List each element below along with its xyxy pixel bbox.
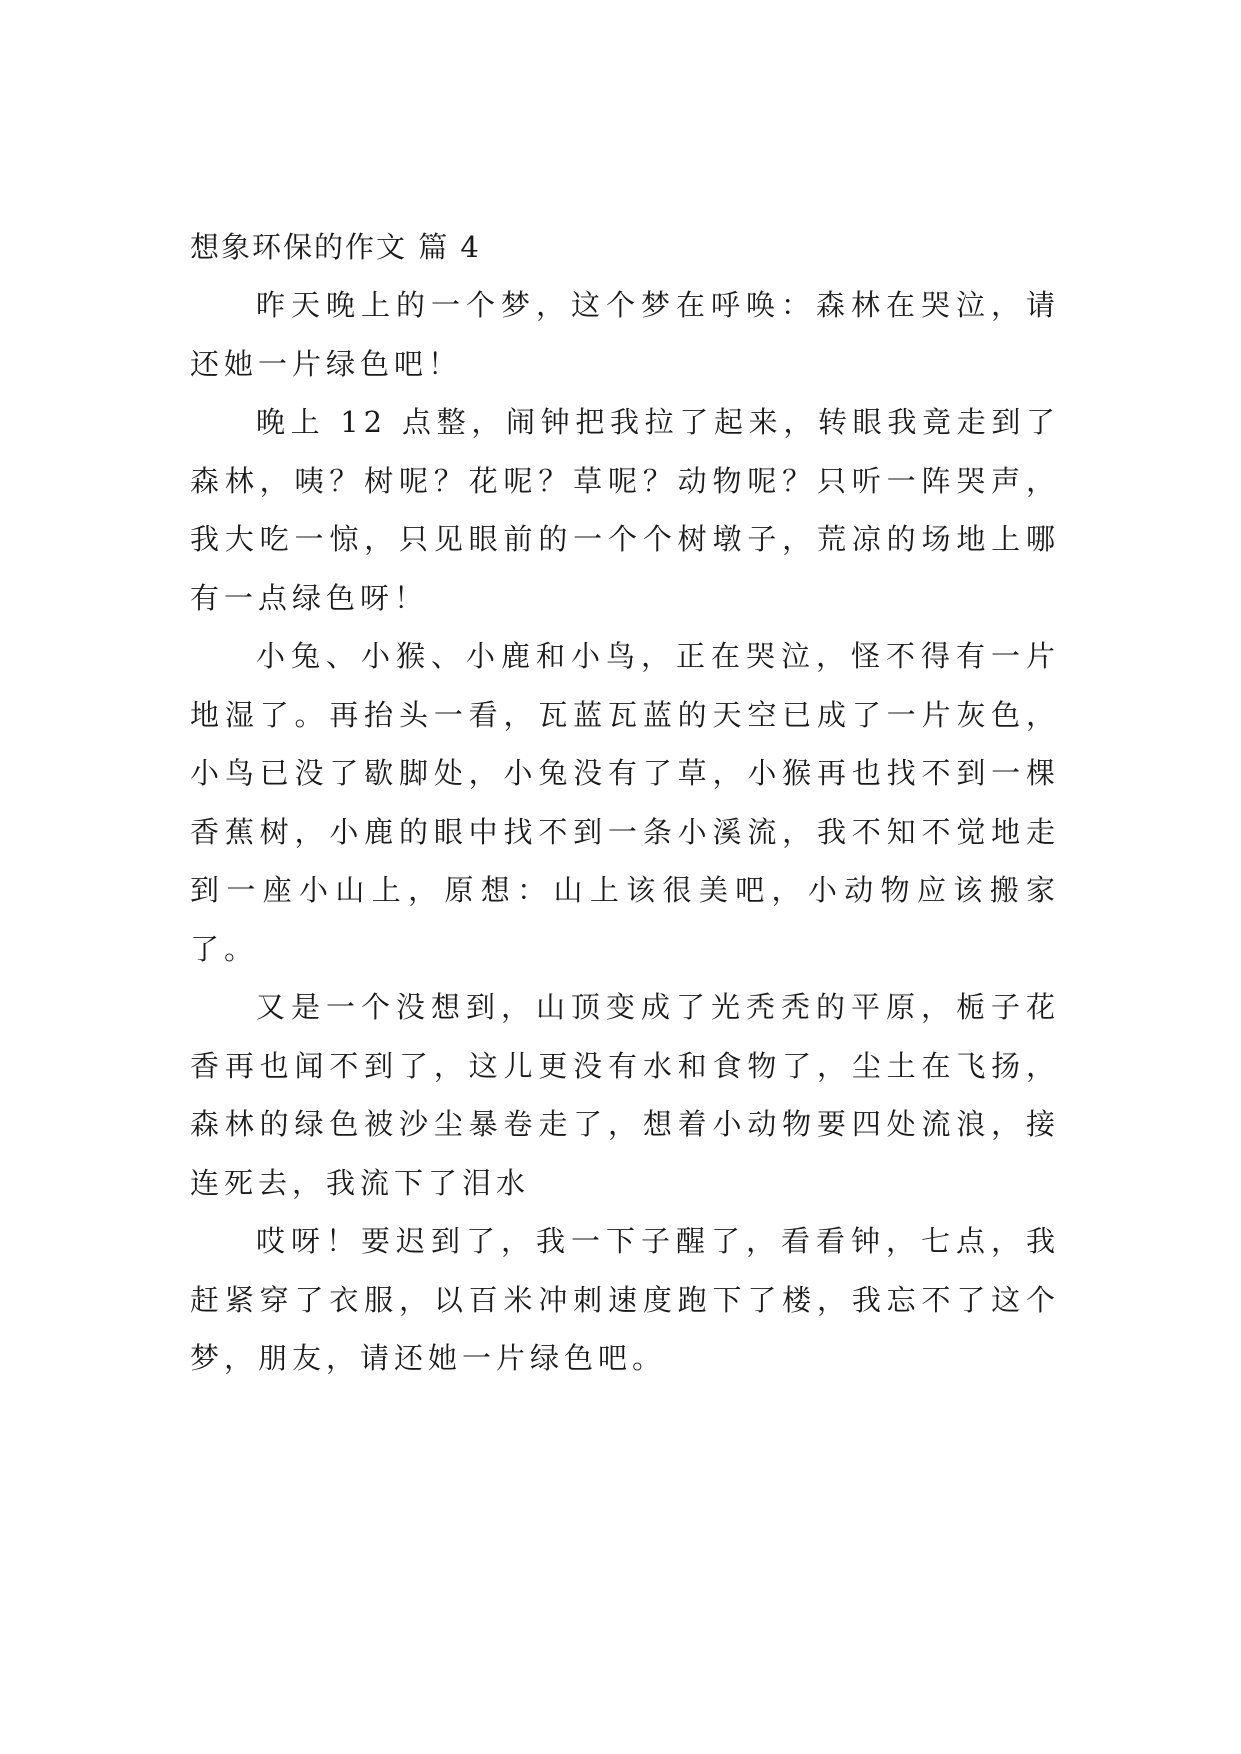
paragraph-5: 哎呀！要迟到了，我一下子醒了，看看钟，七点，我赶紧穿了衣服，以百米冲刺速度跑下了楼，我忘不了这个梦，朋友，请还她一片绿色吧。 [190, 1224, 1060, 1375]
paragraph-1: 昨天晚上的一个梦，这个梦在呼唤：森林在哭泣，请还她一片绿色吧！ [190, 288, 1060, 381]
paragraph-4: 又是一个没想到，山顶变成了光秃秃的平原，栀子花香再也闻不到了，这儿更没有水和食物了，尘土在飞扬，森林的绿色被沙尘暴卷走了，想着小动物要四处流浪，接连死去，我流下了泪水 [190, 990, 1060, 1200]
document-body [190, 218, 1060, 1388]
paragraph-2: 晚上 12 点整，闹钟把我拉了起来，转眼我竟走到了森林，咦？树呢？花呢？草呢？动物呢？只听一阵哭声，我大吃一惊，只见眼前的一个个树墩子，荒凉的场地上哪有一点绿色呀！ [190, 405, 1060, 615]
document-title: 想象环保的作文 篇 4 [190, 230, 481, 264]
paragraph-3: 小兔、小猴、小鹿和小鸟，正在哭泣，怪不得有一片地湿了。再抬头一看，瓦蓝瓦蓝的天空已成了一片灰色，小鸟已没了歇脚处，小兔没有了草，小猴再也找不到一棵香蕉树，小鹿的眼中找不到一条小溪流，我不知不觉地走到一座小山上，原想：山上该很美吧，小动物应该搬家了。 [190, 639, 1060, 966]
